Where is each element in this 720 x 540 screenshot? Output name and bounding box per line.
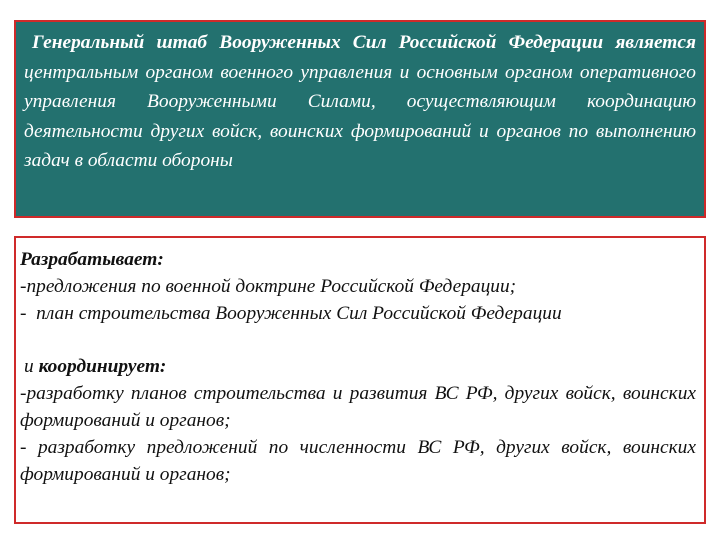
coordinates-item-1: -разработку планов строительства и развития ВС РФ, других войск, воинских формирований и органов; bbox=[20, 383, 696, 431]
coordinates-heading-line bbox=[20, 353, 696, 380]
definition-box bbox=[14, 20, 706, 218]
develops-item-1: -предложения по военной доктрине Российской Федерации; bbox=[20, 276, 517, 297]
coordinates-prefix: и bbox=[24, 356, 34, 377]
definition-paragraph bbox=[24, 28, 696, 176]
coordinates-item-2: - разработку предложений по численности ВС РФ, других войск, воинских формирований и органов; bbox=[20, 437, 696, 485]
develops-item-2: - план строительства Вооруженных Сил Российской Федерации bbox=[20, 303, 562, 324]
spacer bbox=[20, 327, 696, 353]
coordinates-heading: координирует: bbox=[38, 356, 167, 377]
functions-box bbox=[14, 236, 706, 524]
general-staff-title: Генеральный штаб Вооруженных Сил Российской Федерации bbox=[32, 32, 604, 53]
definition-verb: является bbox=[615, 32, 696, 53]
definition-text: центральным органом военного управления и основным органом оперативного управления Вооруженными Силами, осуществляющим координацию деятельности других войск, воинских формирований и органов по выполнению задач в области обороны bbox=[24, 61, 696, 172]
develops-heading: Разрабатывает: bbox=[20, 249, 164, 270]
